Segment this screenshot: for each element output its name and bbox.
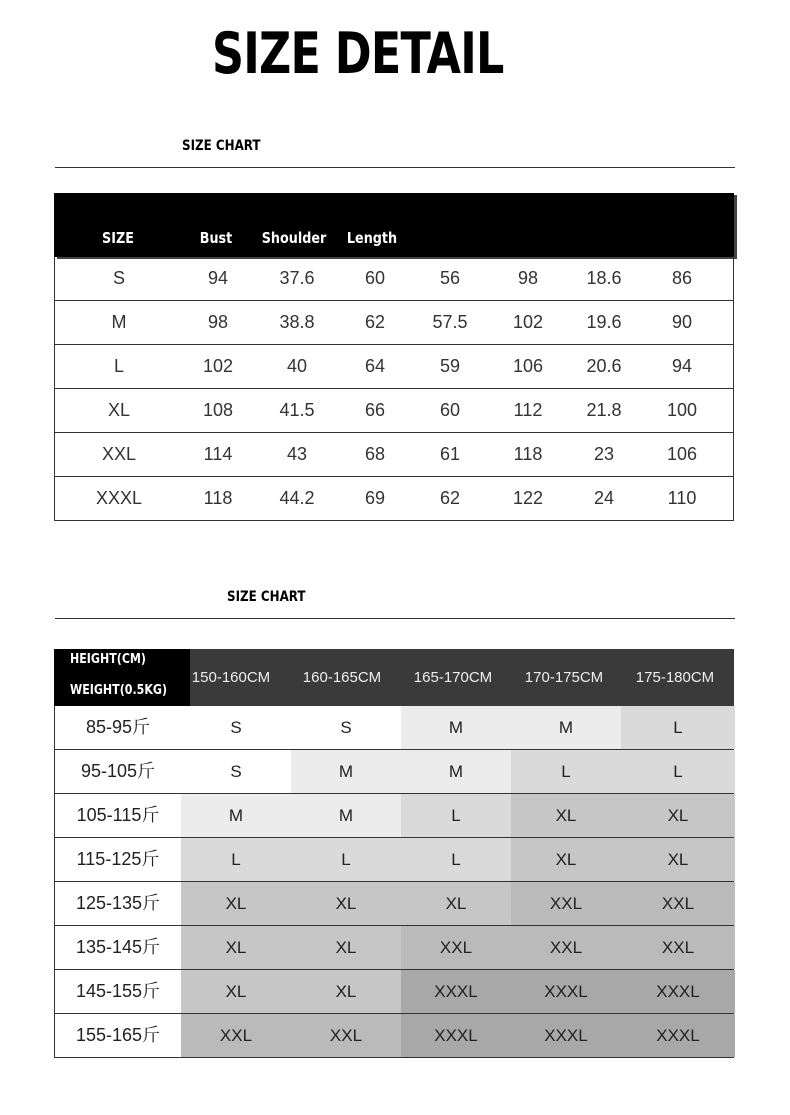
measure-cell: 41.5 — [279, 400, 315, 420]
size-cell: XL — [511, 838, 621, 881]
page-title: SIZE DETAIL — [212, 21, 504, 87]
size-cell: XL — [291, 882, 401, 925]
size-cell: M — [291, 750, 401, 793]
size-cell: XL — [181, 882, 291, 925]
size-cell: L — [511, 750, 621, 793]
size-cell: M — [111, 312, 127, 332]
table-row — [54, 706, 734, 750]
size-cell: XL — [291, 970, 401, 1013]
size-cell: L — [401, 794, 511, 837]
weight-cell: 145-155斤 — [55, 970, 181, 1013]
fit-table-header — [54, 649, 734, 706]
garment-table-body — [54, 257, 734, 521]
size-cell: XXL — [511, 926, 621, 969]
measure-cell: 56 — [439, 268, 461, 288]
measure-cell: 98 — [207, 312, 229, 332]
fit-table-body — [54, 706, 734, 1058]
measure-cell: 106 — [666, 444, 698, 464]
divider — [55, 618, 735, 619]
size-cell: XL — [181, 970, 291, 1013]
size-cell: XXL — [621, 882, 735, 925]
size-cell: L — [291, 838, 401, 881]
measure-cell: 21.8 — [586, 400, 622, 420]
table-row — [54, 477, 734, 521]
measure-cell: 60 — [364, 268, 386, 288]
table-row — [54, 433, 734, 477]
header-corner — [54, 649, 190, 706]
weight-cell: 155-165斤 — [55, 1014, 181, 1057]
size-cell: XXXL — [511, 970, 621, 1013]
measure-cell: 66 — [364, 400, 386, 420]
header-height-col: 175-180CM — [635, 669, 715, 686]
measure-cell: 86 — [671, 268, 693, 288]
measure-cell: 118 — [513, 444, 543, 464]
table-row — [54, 838, 734, 882]
measure-cell: 43 — [286, 444, 308, 464]
table-row — [54, 257, 734, 301]
size-cell: M — [181, 794, 291, 837]
header-height-col: 160-165CM — [302, 669, 382, 686]
header-height-label: HEIGHT(CM) — [70, 652, 146, 667]
size-cell: M — [401, 750, 511, 793]
size-cell: XL — [291, 926, 401, 969]
measure-cell: 24 — [593, 488, 615, 508]
header-length: Length — [346, 229, 398, 247]
measure-cell: 102 — [202, 356, 234, 376]
size-cell: XXL — [101, 444, 137, 464]
measure-cell: 19.6 — [586, 312, 622, 332]
measure-cell: 62 — [364, 312, 386, 332]
measure-cell: 118 — [203, 488, 233, 508]
measure-cell: 90 — [671, 312, 693, 332]
measure-cell: 57.5 — [432, 312, 468, 332]
divider — [55, 167, 735, 168]
measure-cell: 37.6 — [279, 268, 315, 288]
size-cell: XXXL — [401, 970, 511, 1013]
size-cell: L — [181, 838, 291, 881]
weight-cell: 95-105斤 — [55, 750, 181, 793]
measure-cell: 23 — [593, 444, 615, 464]
size-cell: XL — [621, 838, 735, 881]
header-height-col: 150-160CM — [191, 669, 271, 686]
table-row — [54, 1014, 734, 1058]
measure-cell: 98 — [517, 268, 539, 288]
size-cell: S — [112, 268, 126, 288]
table-row — [54, 794, 734, 838]
measure-cell: 44.2 — [279, 488, 315, 508]
size-cell: M — [401, 706, 511, 749]
size-cell: XXL — [511, 882, 621, 925]
table-row — [54, 389, 734, 433]
size-cell: XXXL — [621, 1014, 735, 1057]
weight-cell: 125-135斤 — [55, 882, 181, 925]
size-cell: XXXL — [511, 1014, 621, 1057]
table-row — [54, 926, 734, 970]
measure-cell: 122 — [512, 488, 544, 508]
header-bust: Bust — [199, 229, 233, 247]
table-row — [54, 301, 734, 345]
header-shoulder: Shoulder — [261, 229, 327, 247]
size-cell: S — [181, 750, 291, 793]
size-cell: XXL — [621, 926, 735, 969]
header-height-col: 170-175CM — [524, 669, 604, 686]
measure-cell: 94 — [207, 268, 229, 288]
table-row — [54, 970, 734, 1014]
measure-cell: 64 — [364, 356, 386, 376]
measure-cell: 18.6 — [586, 268, 622, 288]
garment-table-header — [54, 193, 734, 257]
measure-cell: 94 — [671, 356, 693, 376]
size-cell: XL — [181, 926, 291, 969]
table-row — [54, 882, 734, 926]
size-cell: XL — [401, 882, 511, 925]
measure-cell: 112 — [513, 400, 543, 420]
measure-cell: 62 — [439, 488, 461, 508]
fit-size-table — [54, 649, 734, 1058]
size-cell: M — [291, 794, 401, 837]
size-cell: S — [181, 706, 291, 749]
measure-cell: 114 — [203, 444, 233, 464]
size-cell: XXXL — [621, 970, 735, 1013]
measure-cell: 69 — [364, 488, 386, 508]
measure-cell: 110 — [667, 488, 697, 508]
weight-cell: 105-115斤 — [55, 794, 181, 837]
fit-chart-label: SIZE CHART — [227, 589, 306, 605]
measure-cell: 38.8 — [279, 312, 315, 332]
measure-cell: 106 — [512, 356, 544, 376]
header-weight-label: WEIGHT(0.5KG) — [70, 683, 168, 698]
size-cell: L — [113, 356, 125, 376]
size-cell: XL — [107, 400, 131, 420]
size-cell: M — [511, 706, 621, 749]
size-cell: XL — [511, 794, 621, 837]
garment-chart-label: SIZE CHART — [182, 138, 261, 154]
measure-cell: 60 — [439, 400, 461, 420]
size-cell: L — [621, 750, 735, 793]
measure-cell: 102 — [512, 312, 544, 332]
header-height-col: 165-170CM — [413, 669, 493, 686]
measure-cell: 40 — [286, 356, 308, 376]
size-cell: XL — [621, 794, 735, 837]
garment-size-table — [54, 193, 734, 521]
size-cell: XXXL — [401, 1014, 511, 1057]
weight-cell: 85-95斤 — [55, 706, 181, 749]
size-cell: XXXL — [95, 488, 143, 508]
weight-cell: 115-125斤 — [55, 838, 181, 881]
table-row — [54, 345, 734, 389]
measure-cell: 61 — [439, 444, 461, 464]
measure-cell: 59 — [439, 356, 461, 376]
table-row — [54, 750, 734, 794]
size-cell: XXL — [401, 926, 511, 969]
header-size: SIZE — [102, 229, 134, 247]
measure-cell: 20.6 — [586, 356, 622, 376]
size-cell: XXL — [181, 1014, 291, 1057]
measure-cell: 68 — [364, 444, 386, 464]
measure-cell: 108 — [202, 400, 234, 420]
weight-cell: 135-145斤 — [55, 926, 181, 969]
measure-cell: 100 — [666, 400, 698, 420]
size-cell: XXL — [291, 1014, 401, 1057]
size-cell: L — [621, 706, 735, 749]
size-cell: L — [401, 838, 511, 881]
size-cell: S — [291, 706, 401, 749]
